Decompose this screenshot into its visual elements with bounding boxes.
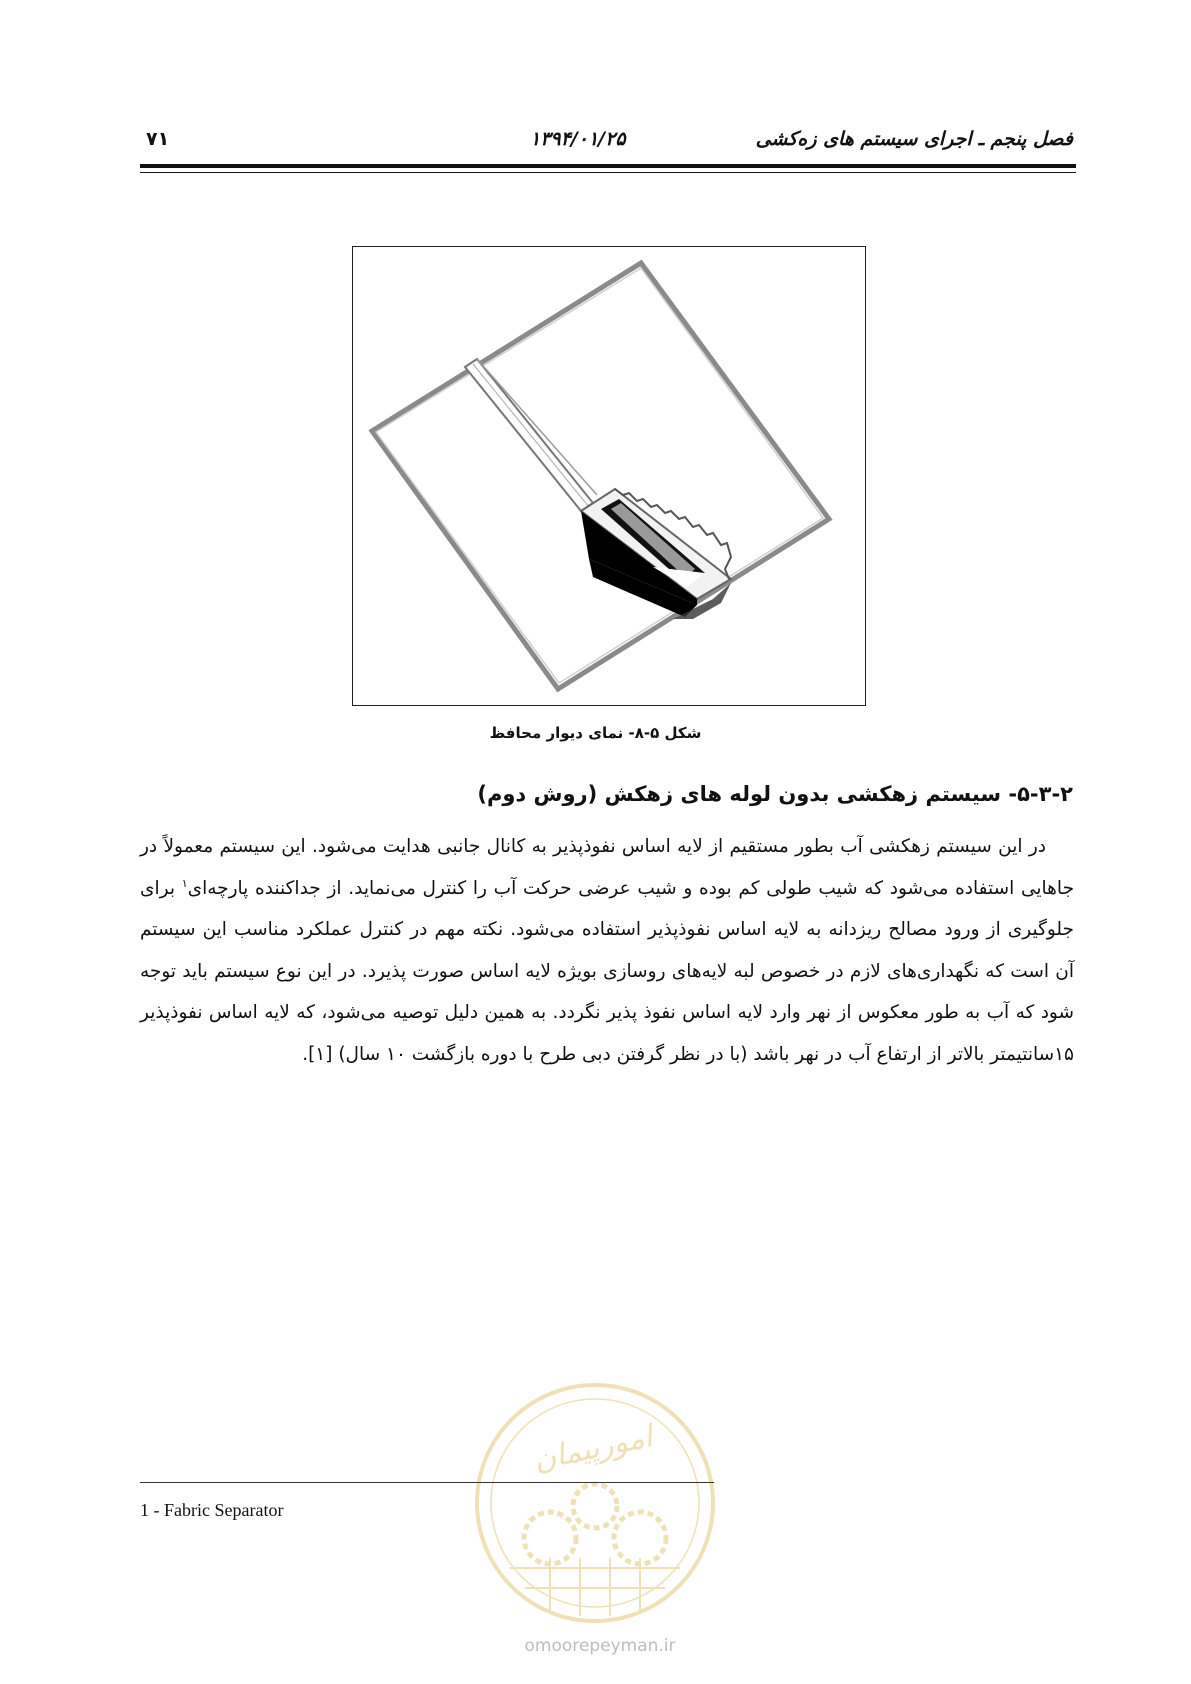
section-heading: ۵-۳-۲- سیستم زهکشی بدون لوله های زهکش (روش دوم)	[477, 782, 1073, 806]
figure-caption: شکل ۵-۸- نمای دیوار محافظ	[489, 724, 702, 742]
chapter-title: فصل پنجم ـ اجرای سیستم های زه‌کشی	[755, 128, 1073, 150]
watermark-logo-text: امورپیمان	[530, 1419, 656, 1479]
footnote-text: 1 - Fabric Separator	[140, 1500, 284, 1520]
protective-wall-drawing	[353, 247, 865, 705]
header-date: ۱۳۹۴/۰۱/۲۵	[530, 128, 626, 150]
footnote-reference[interactable]: ۱	[181, 876, 188, 890]
footnote-rule	[140, 1482, 714, 1483]
watermark-url: omoorepeyman.ir	[524, 1636, 676, 1656]
body-text-part-2: برای جلوگیری از ورود مصالح ریزدانه به لایه اساس نفوذپذیر استفاده می‌شود. نکته مهم در کنترل عملکرد مناسب این سیستم آن است که نگهداری‌های لازم در خصوص لبه لایه‌های روسازی بویژه لایه اساس صورت پذیرد. در این نوع سیستم باید توجه شود که آب به طور معکوس از نهر وارد لایه اساس نفوذ پذیر نگردد. به همین دلیل توصیه می‌شود، که لایه اساس نفوذپذیر ۱۵سانتیمتر بالاتر از ارتفاع آب در نهر باشد (با در نظر گرفتن دبی طرح با دوره بازگشت ۱۰ سال) [۱].	[140, 877, 1074, 1065]
header-rule-thick	[140, 164, 1076, 168]
watermark-logo	[470, 1378, 720, 1632]
figure-frame	[352, 246, 866, 706]
body-paragraph	[140, 826, 1074, 1075]
body-text-part-1: در این سیستم زهکشی آب بطور مستقیم از لایه اساس نفوذپذیر به کانال جانبی هدایت می‌شود. این سیستم معمولاً در جاهایی استفاده می‌شود که شیب طولی کم بوده و شیب عرضی حرکت آب را کنترل می‌نماید. از جداکننده پارچه‌ای	[140, 836, 1075, 899]
slab-outline	[372, 263, 829, 689]
page-number: ۷۱	[146, 128, 170, 150]
header-rule-thin	[140, 172, 1076, 173]
